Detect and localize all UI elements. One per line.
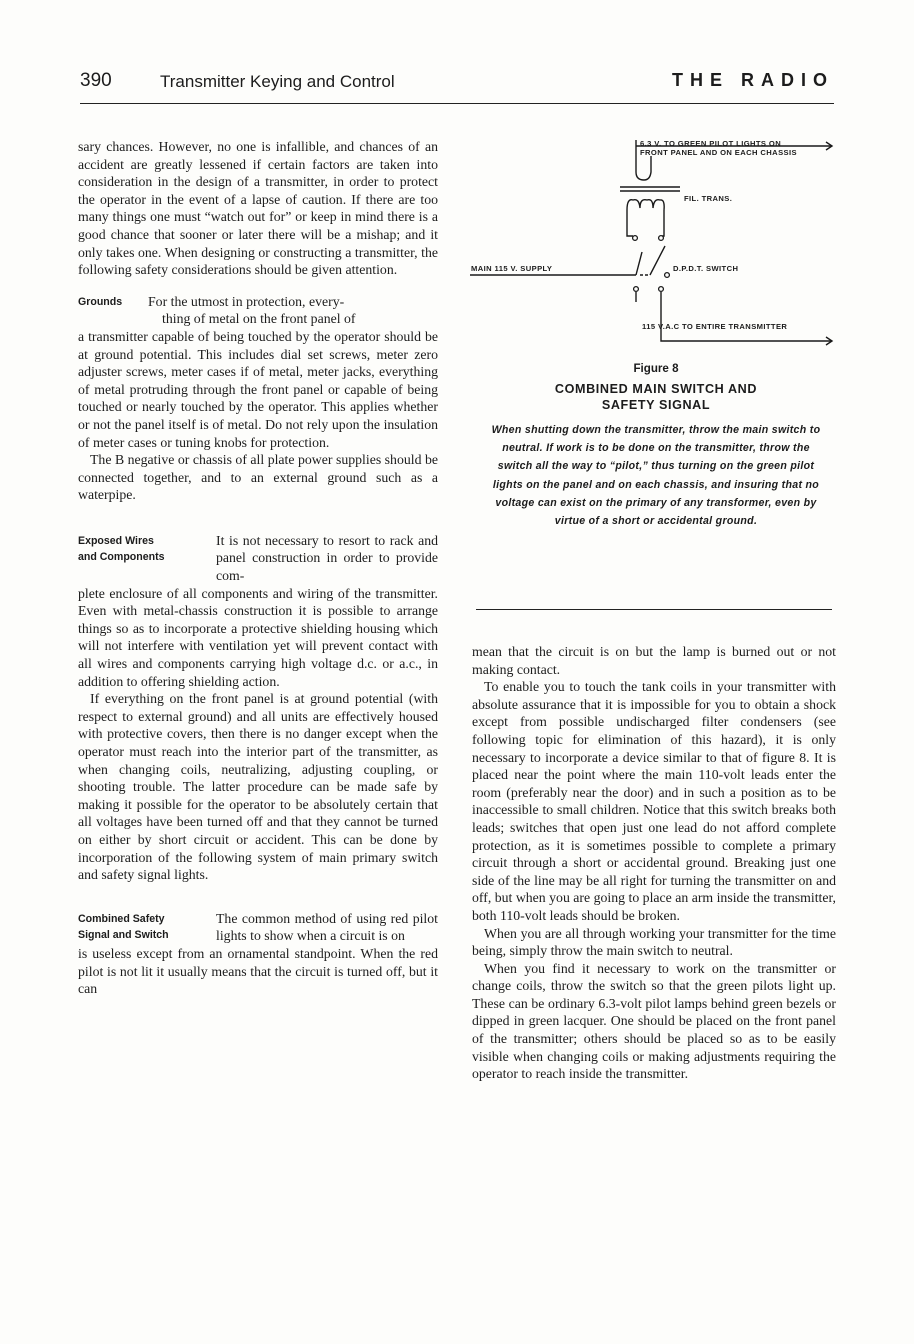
grounds-heading: Grounds	[78, 295, 123, 308]
figure-title	[488, 381, 824, 413]
figure-title-line1: COMBINED MAIN SWITCH AND	[554, 382, 758, 396]
switch-blade-left	[636, 252, 642, 275]
exposed-wires-lead: It is not necessary to resort to rack and panel construction in order to provide com-	[216, 532, 438, 584]
right-paragraph-4: When you find it necessary to work on the transmitter or change coils, throw the switch so that the green pilots light up. These can be ordinary 6.3-volt pilot lamps behind green bezels or dipped in green lacquer. One should be placed on the front panel of the transmitter; others should be placed so as to be easily visible when changing coils or making adjustments requiring the operator to reach inside the transmitter.	[472, 960, 836, 1082]
label-pilot-line2: FRONT PANEL AND ON EACH CHASSIS	[640, 148, 797, 157]
running-header	[80, 70, 834, 100]
page-number: 390	[80, 70, 112, 91]
grounds-paragraph-2: The B negative or chassis of all plate power supplies should be connected together, and to an external ground such as a waterpipe.	[78, 452, 438, 503]
label-dpdt-switch: D.P.D.T. SWITCH	[673, 264, 739, 273]
right-paragraph-3: When you are all through working your transmitter for the time being, simply throw the main switch to neutral.	[472, 925, 836, 959]
output-lead	[661, 292, 832, 341]
switch-blade-right	[650, 246, 665, 275]
label-entire-transmitter: 115 V.A.C TO ENTIRE TRANSMITTER	[642, 322, 788, 331]
exposed-wires-heading-line2: and Components	[78, 550, 165, 563]
exposed-wires-paragraph-2: If everything on the front panel is at ground potential (with respect to external ground) and all units are effectively housed with protective covers, then there is no danger except when the operator must reach into the interior part of the transmitter, as when changing coils, neutralizing, adjusting coupling, or shooting trouble. The latter procedure can be made safe by making it possible for the operator to be absolutely certain that all voltages have been turned off and that they cannot be turned on either by short circuit or accident. This can be done by incorporation of the following system of main primary switch and safety signal lights.	[78, 691, 438, 883]
label-pilot-line1: 6.3 V. TO GREEN PILOT LIGHTS ON	[640, 139, 782, 148]
figure-caption	[488, 362, 824, 530]
right-paragraph-1: mean that the circuit is on but the lamp is burned out or not making contact.	[472, 644, 836, 677]
right-column	[472, 643, 836, 1083]
primary-winding	[627, 200, 664, 210]
figure-number: Figure 8	[633, 362, 679, 375]
combined-lead: The common method of using red pilot lights to show when a circuit is on	[216, 910, 438, 944]
intro-paragraph: sary chances. However, no one is infallible, and chances of an accident are greatly lessened if certain factors are taken into consideration in the design of a transmitter, in order to protect the operator in the event of a lapse of caution. If there are too many things one must “watch out for” or keep in mind there is a good chance that sooner or later there will be a mishap; and it only takes one. When designing or constructing a transmitter, the following safety considerations should be given attention.	[78, 139, 438, 278]
combined-body: is useless except from an ornamental standpoint. When the red pilot is not lit it usually means that the circuit is turned off, but it can	[78, 945, 438, 997]
secondary-winding	[636, 164, 651, 180]
section-combined-safety	[78, 910, 438, 998]
header-rule	[80, 103, 834, 104]
combined-heading-line1: Combined Safety	[78, 912, 165, 925]
chapter-title: Transmitter Keying and Control	[160, 72, 395, 91]
transformer-core	[620, 187, 680, 191]
contact-output-right	[659, 287, 664, 292]
grounds-lead-line: For the utmost in protection, every-	[148, 293, 345, 309]
contact-switch-pivot	[665, 273, 670, 278]
figure-caption-text: When shutting down the transmitter, throw the main switch to neutral. If work is to be done on the transmitter, throw the switch all the way to “pilot,” thus turning on the green pilot lights on the panel and on each chassis, and insuring that no voltage can exist on the primary of any transformer, even by virtue of a short or accidental ground.	[491, 424, 821, 528]
label-pilot-lights	[640, 139, 797, 157]
grounds-indent-line: thing of metal on the front panel of	[162, 311, 356, 327]
combined-heading	[78, 911, 216, 943]
combined-heading-line2: Signal and Switch	[78, 928, 169, 941]
publication-title: THE RADIO	[672, 70, 834, 90]
left-column	[78, 138, 438, 998]
exposed-wires-heading-line1: Exposed Wires	[78, 534, 154, 547]
primary-lead-left	[627, 210, 633, 236]
exposed-wires-heading	[78, 533, 216, 565]
figure-8-schematic	[470, 132, 838, 352]
caption-rule	[476, 609, 832, 610]
exposed-wires-body: plete enclosure of all components and wiring of the transmitter. Even with metal-chassis construction it is possible to arrange things so as to incorporate a protective shielding housing which will not interfere with ventilation yet will prevent contact with all wires and components carrying high voltage d.c. or a.c., in addition to offering shielding action.	[78, 585, 438, 689]
figure-title-line2: SAFETY SIGNAL	[601, 398, 711, 412]
label-main-supply: MAIN 115 V. SUPPLY	[471, 264, 553, 273]
label-fil-trans: FIL. TRANS.	[684, 194, 733, 203]
contact-pilot-right	[659, 236, 664, 241]
primary-lead-right	[662, 210, 664, 236]
section-exposed-wires	[78, 532, 438, 884]
contact-pilot-left	[633, 236, 638, 241]
schematic-diagram	[470, 132, 838, 352]
right-paragraph-2: To enable you to touch the tank coils in your transmitter with absolute assurance that it is impossible for you to obtain a shock except from possible undischarged filter condensers (see following topic for elimination of this hazard), it is only necessary to incorporate a device similar to that of figure 8. It is placed near the point where the main 110-volt leads enter the room (preferably near the door) and in such a position as to be inaccessible to small children. Notice that this switch breaks both leads; switches that open just one lead do not afford complete protection, as it is sometimes possible to complete a primary circuit through a short or accidental ground. Breaking just one side of the line may be all right for turning the transmitter on and off, but when you are going to place an arm inside the transmitter, both 110-volt leads should be broken.	[472, 679, 836, 923]
section-grounds	[78, 293, 438, 504]
grounds-body: a transmitter capable of being touched by the operator should be at ground potential. This includes dial set screws, meter zero adjuster screws, meter cases if of metal, meter jacks, everything of metal protruding through the front panel or capable of being touched or nearly touched by the operator. This applies whether or not the panel itself is of metal. Do not rely upon the insulation of meter cases or tuning knobs for protection.	[78, 328, 438, 450]
contact-output-left	[634, 287, 639, 292]
